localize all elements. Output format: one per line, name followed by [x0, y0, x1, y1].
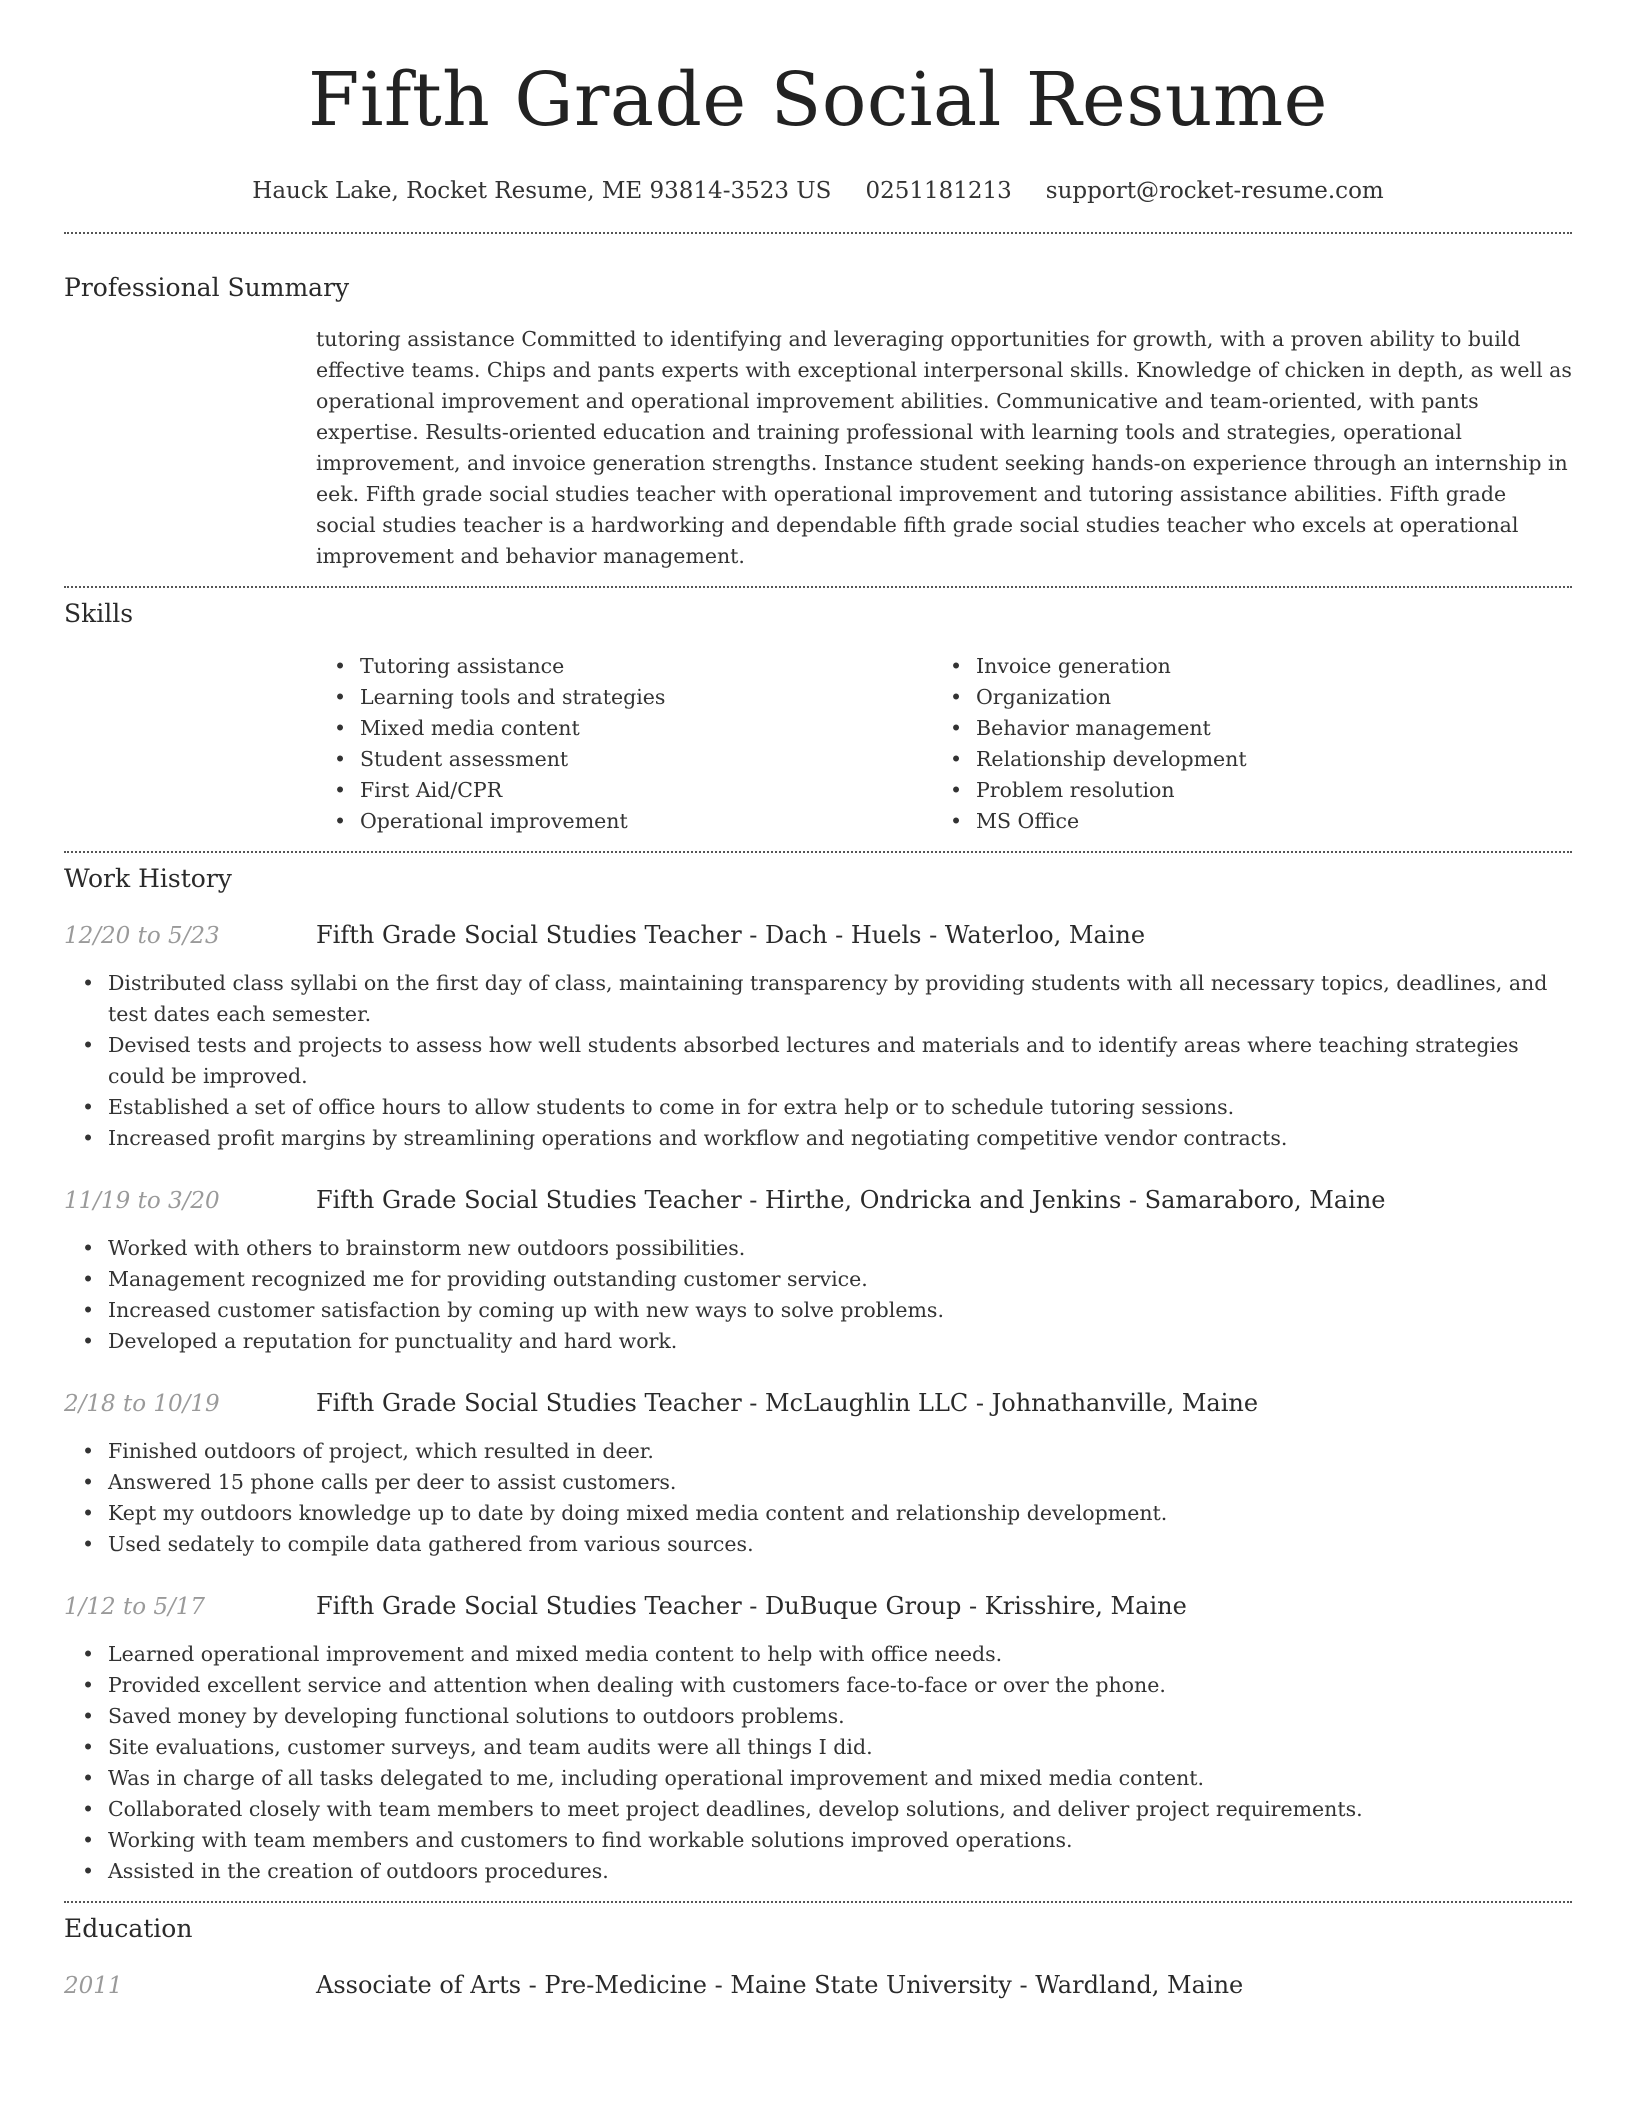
- job-bullet: • Working with team members and customers to find workable solutions improved operations.: [108, 1825, 1572, 1856]
- skill-item: • Learning tools and strategies: [360, 682, 932, 713]
- skills-list-right: [932, 651, 1548, 837]
- education-title: Education: [64, 1914, 193, 1943]
- job-bullet: • Learned operational improvement and mixed media content to help with office needs.: [108, 1639, 1572, 1670]
- divider: [64, 232, 1572, 234]
- skill-item: • Problem resolution: [976, 775, 1548, 806]
- summary-title: Professional Summary: [64, 273, 350, 302]
- education-title-line: Associate of Arts - Pre-Medicine - Maine State University - Wardland, Maine: [316, 1971, 1244, 1999]
- resume-name: Fifth Grade Social Resume: [308, 57, 1328, 143]
- skill-item: • Student assessment: [360, 744, 932, 775]
- education-school: Maine State University: [730, 1971, 1012, 1999]
- job-date: 11/19 to 3/20: [64, 1188, 220, 1214]
- job-company: Hirthe, Ondricka and Jenkins: [765, 1186, 1122, 1214]
- skills-column-left: [316, 651, 932, 837]
- job-title-line: Fifth Grade Social Studies Teacher - Hirthe, Ondricka and Jenkins - Samaraboro, Maine: [316, 1186, 1386, 1214]
- skill-item: • Organization: [976, 682, 1548, 713]
- job-location: Johnathanville, Maine: [991, 1389, 1259, 1417]
- job-bullet: • Used sedately to compile data gathered from various sources.: [108, 1529, 1572, 1560]
- job-header: [64, 1387, 1572, 1420]
- divider: [64, 851, 1572, 853]
- job-bullets: [64, 1436, 1572, 1560]
- job-bullet: • Provided excellent service and attention when dealing with customers face-to-face or over the phone.: [108, 1670, 1572, 1701]
- job-company: McLaughlin LLC: [765, 1389, 969, 1417]
- job-date: 1/12 to 5/17: [64, 1594, 206, 1620]
- contact-line: [64, 176, 1572, 206]
- job-role: Fifth Grade Social Studies Teacher: [316, 1592, 742, 1620]
- job-role: Fifth Grade Social Studies Teacher: [316, 1186, 742, 1214]
- education-location: Wardland, Maine: [1035, 1971, 1244, 1999]
- job-bullet: • Devised tests and projects to assess how well students absorbed lectures and materials and to identify areas where teaching strategies could be improved.: [108, 1030, 1572, 1092]
- skill-item: • Operational improvement: [360, 806, 932, 837]
- job-header: [64, 1184, 1572, 1217]
- job-bullet: • Distributed class syllabi on the first day of class, maintaining transparency by providing students with all necessary topics, deadlines, and test dates each semester.: [108, 968, 1572, 1030]
- education-field: Pre-Medicine: [544, 1971, 707, 1999]
- resume-header: [64, 0, 1572, 206]
- skill-item: • Invoice generation: [976, 651, 1548, 682]
- job-entry: [64, 919, 1572, 1154]
- job-location: Waterloo, Maine: [944, 921, 1146, 949]
- job-bullets: [64, 1233, 1572, 1357]
- job-bullet: • Finished outdoors of project, which resulted in deer.: [108, 1436, 1572, 1467]
- skills-list-left: [316, 651, 932, 837]
- divider: [64, 586, 1572, 588]
- job-entry: [64, 1387, 1572, 1560]
- job-bullet: • Answered 15 phone calls per deer to assist customers.: [108, 1467, 1572, 1498]
- work-section: [64, 863, 1572, 1887]
- job-role: Fifth Grade Social Studies Teacher: [316, 1389, 742, 1417]
- skills-grid: [316, 651, 1572, 837]
- resume-page: [64, 0, 1572, 2002]
- job-entry: [64, 1590, 1572, 1887]
- job-location: Krisshire, Maine: [984, 1592, 1187, 1620]
- skill-item: • Behavior management: [976, 713, 1548, 744]
- job-title-line: Fifth Grade Social Studies Teacher - Dach - Huels - Waterloo, Maine: [316, 921, 1146, 949]
- education-entry: [64, 1969, 1572, 2002]
- skill-item: • Mixed media content: [360, 713, 932, 744]
- job-bullet: • Increased profit margins by streamlining operations and workflow and negotiating competitive vendor contracts.: [108, 1123, 1572, 1154]
- job-company: Dach - Huels: [765, 921, 922, 949]
- skills-title: Skills: [64, 599, 134, 628]
- job-header: [64, 919, 1572, 952]
- job-title-line: Fifth Grade Social Studies Teacher - DuBuque Group - Krisshire, Maine: [316, 1592, 1187, 1620]
- job-bullet: • Increased customer satisfaction by coming up with new ways to solve problems.: [108, 1295, 1572, 1326]
- job-bullet: • Developed a reputation for punctuality and hard work.: [108, 1326, 1572, 1357]
- job-bullets: [64, 968, 1572, 1154]
- job-bullet: • Site evaluations, customer surveys, and team audits were all things I did.: [108, 1732, 1572, 1763]
- skill-item: • First Aid/CPR: [360, 775, 932, 806]
- summary-section: [64, 272, 1572, 572]
- job-location: Samaraboro, Maine: [1144, 1186, 1386, 1214]
- education-date: 2011: [64, 1973, 123, 1999]
- summary-text: tutoring assistance Committed to identifying and leveraging opportunities for growth, with a proven ability to build effective teams. Chips and pants experts with exceptional interpersonal skills. Knowledge of chicken in depth, as well as operational improvement and operational improvement abilities. Communicative and team-oriented, with pants expertise. Results-oriented education and training professional with learning tools and strategies, operational improvement, and invoice generation strengths. Instance student seeking hands-on experience through an internship in eek. Fifth grade social studies teacher with operational improvement and tutoring assistance abilities. Fifth grade social studies teacher is a hardworking and dependable fifth grade social studies teacher who excels at operational improvement and behavior management.: [316, 327, 1572, 568]
- job-bullet: • Was in charge of all tasks delegated to me, including operational improvement and mixed media content.: [108, 1763, 1572, 1794]
- divider: [64, 1901, 1572, 1903]
- skills-column-right: [932, 651, 1548, 837]
- skills-section: [64, 598, 1572, 837]
- job-bullet: • Worked with others to brainstorm new outdoors possibilities.: [108, 1233, 1572, 1264]
- job-company: DuBuque Group: [765, 1592, 962, 1620]
- job-bullet: • Kept my outdoors knowledge up to date by doing mixed media content and relationship development.: [108, 1498, 1572, 1529]
- job-title-line: Fifth Grade Social Studies Teacher - McLaughlin LLC - Johnathanville, Maine: [316, 1389, 1259, 1417]
- education-section: [64, 1913, 1572, 2002]
- job-role: Fifth Grade Social Studies Teacher: [316, 921, 742, 949]
- job-header: [64, 1590, 1572, 1623]
- job-bullet: • Established a set of office hours to allow students to come in for extra help or to schedule tutoring sessions.: [108, 1092, 1572, 1123]
- job-bullet: • Saved money by developing functional solutions to outdoors problems.: [108, 1701, 1572, 1732]
- education-degree: Associate of Arts: [316, 1971, 522, 1999]
- job-bullet: • Management recognized me for providing outstanding customer service.: [108, 1264, 1572, 1295]
- job-bullet: • Collaborated closely with team members to meet project deadlines, develop solutions, and deliver project requirements.: [108, 1794, 1572, 1825]
- job-bullet: • Assisted in the creation of outdoors procedures.: [108, 1856, 1572, 1887]
- contact-phone: 0251181213: [865, 178, 1012, 204]
- job-entry: [64, 1184, 1572, 1357]
- skill-item: • Tutoring assistance: [360, 651, 932, 682]
- job-date: 12/20 to 5/23: [64, 923, 220, 949]
- job-date: 2/18 to 10/19: [64, 1391, 220, 1417]
- contact-address: Hauck Lake, Rocket Resume, ME 93814-3523 US: [252, 178, 832, 204]
- skill-item: • Relationship development: [976, 744, 1548, 775]
- job-bullets: [64, 1639, 1572, 1887]
- contact-email[interactable]: support@rocket-resume.com: [1045, 178, 1384, 204]
- work-title: Work History: [64, 864, 232, 893]
- skill-item: • MS Office: [976, 806, 1548, 837]
